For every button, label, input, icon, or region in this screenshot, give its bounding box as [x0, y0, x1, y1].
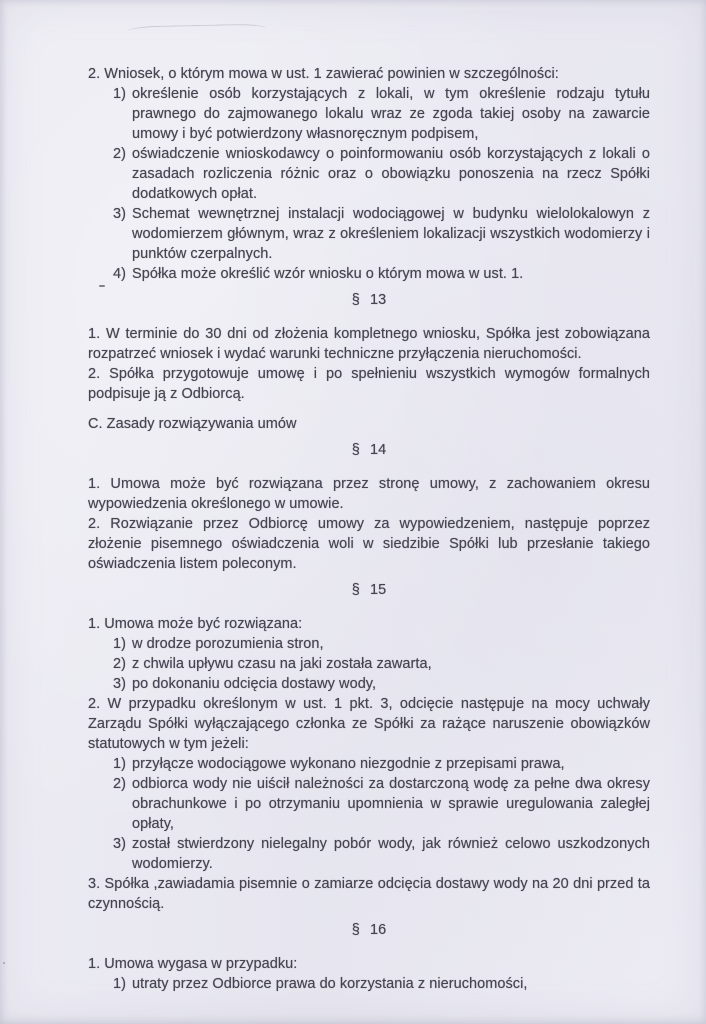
- list-item-text: oświadczenie wnioskodawcy o poinformowaniu osób korzystających z lokali o zasadach rozliczenia różnic oraz o obowiązku ponoszenia na rzecz Spółki dodatkowych opłat.: [132, 146, 650, 202]
- list-marker: 1): [113, 976, 126, 992]
- scan-artifact-smudge: [127, 24, 267, 37]
- list-item-text: w drodze porozumienia stron,: [132, 636, 324, 652]
- paragraph: 1. Umowa może być rozwiązana przez stronę umowy, z zachowaniem okresu wypowiedzenia określonego w umowie.: [88, 476, 650, 512]
- section-heading: § 15: [351, 582, 387, 598]
- list-marker: 1): [113, 86, 126, 102]
- list-item: [88, 674, 650, 694]
- list-item-text: po dokonaniu odcięcia dostawy wody,: [132, 676, 377, 692]
- paragraph: 2. Rozwiązanie przez Odbiorcę umowy za wypowiedzeniem, następuje poprzez złożenie pisemnego oświadczenia woli w siedzibie Spółki lub przesłanie takiego oświadczenia listem poleconym.: [88, 516, 650, 572]
- list-marker: 2): [113, 776, 126, 792]
- list-item-text: został stwierdzony nielegalny pobór wody, jak również celowo uszkodzonych wodomierzy.: [132, 836, 650, 872]
- section-heading: § 14: [351, 442, 387, 458]
- list-marker: 2): [113, 656, 126, 672]
- list-marker: 3): [113, 836, 126, 852]
- list-item: [88, 204, 650, 264]
- list-item: [88, 834, 650, 874]
- list-item: [88, 774, 650, 834]
- list-item-text: utraty przez Odbiorce prawa do korzystania z nieruchomości,: [132, 976, 528, 992]
- list-item: [88, 264, 650, 284]
- section-heading: § 13: [351, 292, 387, 308]
- paragraph: 3. Spółka ,zawiadamia pisemnie o zamiarze odcięcia dostawy wody na 20 dni przed ta czynnością.: [88, 876, 650, 912]
- paragraph: 2. Spółka przygotowuje umowę i po spełnieniu wszystkich wymogów formalnych podpisuje ją z Odbiorcą.: [88, 366, 650, 402]
- list-item: [88, 634, 650, 654]
- section-heading: § 16: [351, 922, 387, 938]
- section-label: C. Zasady rozwiązywania umów: [88, 416, 297, 432]
- list-item: [88, 654, 650, 674]
- list-item: [88, 754, 650, 774]
- list-item-text: przyłącze wodociągowe wykonano niezgodnie z przepisami prawa,: [132, 756, 565, 772]
- list-item-text: odbiorca wody nie uiścił należności za dostarczoną wodę za pełne dwa okresy obrachunkowe i po otrzymaniu upomnienia w sprawie uregulowania zaległej opłaty,: [132, 776, 650, 832]
- paragraph: 1. Umowa może być rozwiązana:: [88, 616, 303, 632]
- paragraph: 2. Wniosek, o którym mowa w ust. 1 zawierać powinien w szczególności:: [88, 66, 559, 82]
- list-item: [88, 974, 650, 994]
- scan-artifact-speck: [3, 962, 5, 964]
- list-item-text: Schemat wewnętrznej instalacji wodociągowej w budynku wielolokalowyn z wodomierzem głównym, wraz z określeniem lokalizacji wszystkich wodomierzy i punktów czerpalnych.: [132, 206, 650, 262]
- list-marker: 2): [113, 146, 126, 162]
- list-marker: 3): [113, 676, 126, 692]
- paragraph: 2. W przypadku określonym w ust. 1 pkt. 3, odcięcie następuje na mocy uchwały Zarządu Spółki wyłączającego członka ze Spółki za rażące naruszenie obowiązków statutowych w tym jeżeli:: [88, 696, 650, 752]
- paragraph: 1. Umowa wygasa w przypadku:: [88, 956, 298, 972]
- list-item: [88, 144, 650, 204]
- paragraph: 1. W terminie do 30 dni od złożenia kompletnego wniosku, Spółka jest zobowiązana rozpatrzeć wniosek i wydać warunki techniczne przyłączenia nieruchomości.: [88, 326, 650, 362]
- document-content: [88, 64, 650, 994]
- list-marker: 3): [113, 206, 126, 222]
- list-marker: 1): [113, 636, 126, 652]
- list-marker: 4): [113, 266, 126, 282]
- list-item-text: określenie osób korzystających z lokali, w tym określenie rodzaju tytułu prawnego do zajmowanego lokalu wraz ze zgoda takiej osoby na zawarcie umowy i być potwierdzony własnoręcznym podpisem,: [132, 86, 650, 142]
- list-item: [88, 84, 650, 144]
- list-item-text: z chwila upływu czasu na jaki została zawarta,: [132, 656, 432, 672]
- list-item-text: Spółka może określić wzór wniosku o którym mowa w ust. 1.: [132, 266, 524, 282]
- list-marker: 1): [113, 756, 126, 772]
